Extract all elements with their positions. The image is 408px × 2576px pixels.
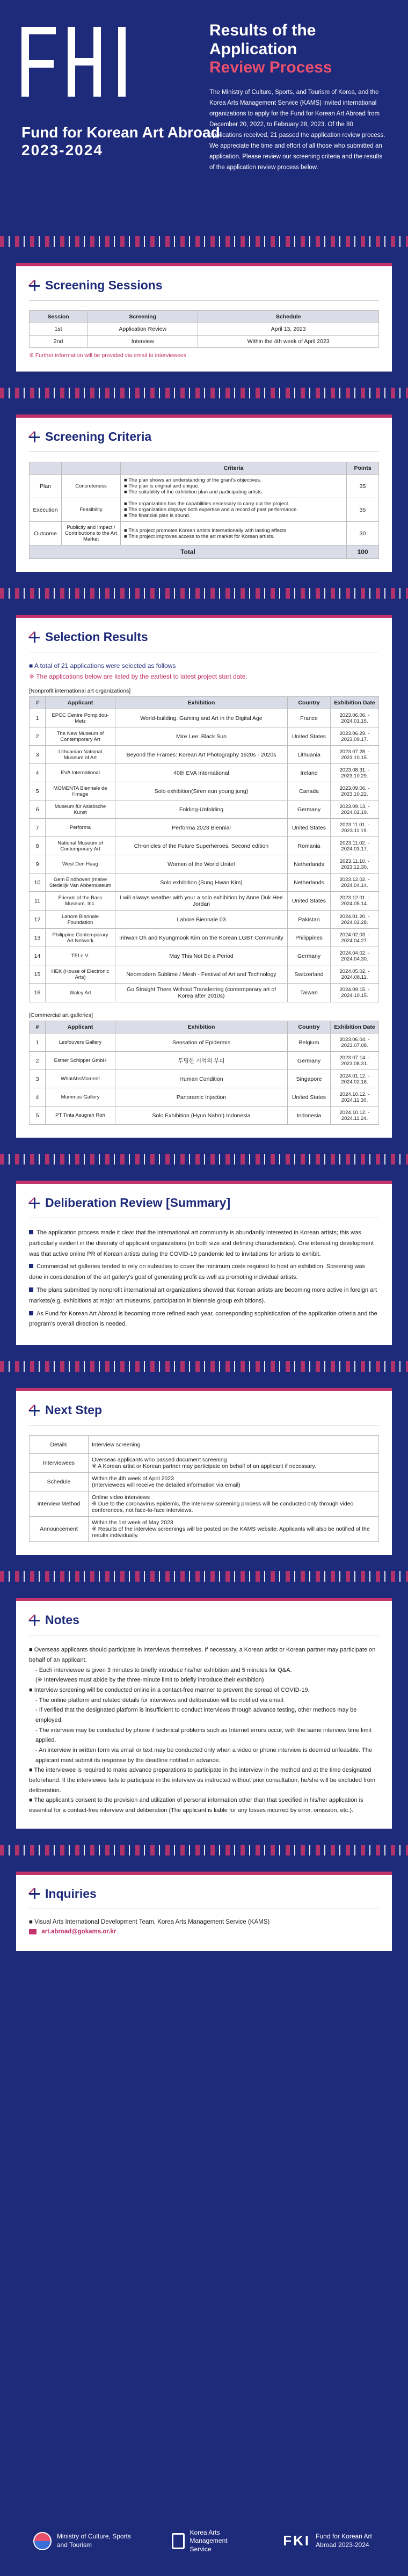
deliberation-paragraph: As Fund for Korean Art Abroad is becoming more refined each year, corresponding sophistication of the application criteria and the program's overall direction is needed. bbox=[29, 1310, 377, 1328]
table-header: Session bbox=[30, 311, 88, 323]
table-cell: Overseas applicants who passed document screening ※ A Korean artist or Korean partner may participate on behalf of an applicant if necessary. bbox=[89, 1454, 379, 1473]
table-row bbox=[30, 522, 379, 545]
cross-icon bbox=[29, 1198, 40, 1209]
table-cell: Lahore Biennale 03 bbox=[115, 911, 288, 929]
table-cell: 8 bbox=[30, 837, 46, 855]
table-row bbox=[30, 984, 379, 1002]
table-cell: PT Tinta Asugrah Roh bbox=[46, 1107, 115, 1125]
total-row: Total 100 bbox=[30, 545, 379, 559]
note-line: - Each interviewee is given 3 minutes to briefly introduce his/her exhibition and 5 minutes for Q&A. bbox=[35, 1667, 292, 1673]
section-title: Inquiries bbox=[29, 1887, 379, 1909]
table-cell: Within the 4th week of April 2023 (Interviewees will receive the detailed information via email) bbox=[89, 1473, 379, 1491]
table-row bbox=[30, 855, 379, 874]
table-cell: 5 bbox=[30, 1107, 46, 1125]
page-subtitle: Review Process bbox=[209, 59, 332, 76]
section-title: Screening Sessions bbox=[29, 278, 379, 301]
table-cell: 40th EVA International bbox=[115, 764, 288, 782]
table-cell: 투명한 기억의 부피 bbox=[115, 1052, 288, 1070]
pattern-divider bbox=[0, 1845, 408, 1855]
table-cell: Human Condition bbox=[115, 1070, 288, 1088]
table-row bbox=[30, 475, 379, 498]
pattern-divider bbox=[0, 1361, 408, 1372]
section-title: Deliberation Review [Summary] bbox=[29, 1196, 379, 1218]
table-cell: Mire Lee: Black Sun bbox=[115, 727, 288, 746]
notes-card bbox=[16, 1598, 392, 1829]
note-line: ■ The applicant's consent to the provision and utilization of personal information other than that specified in his/her application is essential for a contact-free interview and deliberation (The applicant is liable for any losses incurred by error, omission, etc.). bbox=[29, 1797, 363, 1814]
table-cell: 1 bbox=[30, 1034, 46, 1052]
table-cell: Chronicles of the Future Superheroes. Second edition bbox=[115, 837, 288, 855]
note-line: - If verified that the designated platform is insufficient to conduct interviews through advance testing, other methods may be employed. bbox=[35, 1707, 357, 1723]
table-row bbox=[30, 801, 379, 819]
table-row bbox=[30, 819, 379, 837]
table-cell: Germany bbox=[288, 801, 331, 819]
table-cell: Esther Schipper GmbH bbox=[46, 1052, 115, 1070]
table-cell: Friends of the Bass Museum, Inc. bbox=[46, 892, 115, 911]
table-cell: Indonesia bbox=[288, 1107, 331, 1125]
table-cell: 12 bbox=[30, 911, 46, 929]
deliberation-paragraph: Commercial art galleries tended to rely on subsidies to cover the minimum costs required to host an exhibition. Screening was done in consideration of the art gallery's goal of generating profit as well as promoting individual artists. bbox=[29, 1263, 366, 1281]
mail-icon bbox=[29, 1929, 37, 1934]
kams-icon bbox=[172, 2533, 185, 2549]
table-cell: Execution bbox=[30, 498, 62, 522]
kams-logo: Korea Arts Management Service bbox=[172, 2529, 249, 2554]
nonprofit-table: # Applicant Exhibition Country Exhibition Date 1 EPCC Centre Pompidou-Metz World-building. Gaming and Art in the Digital Age France 2023.06.06. - 2024.01.15. 2 The New Museum of Contemporary Art Mire Lee: Black Sun United States 2023.06.29. - 2023.09.17. 3 Lithuanian National Museum of Art Beyond the Frames: Korean Art Photography 1920s - 2020s Lithuania 2023.07.28. - 2023.10.15. 4 EVA International 40th EVA International Ireland 2023.08.31. - 2023.10.29. 5 MOMENTA Biennale de l'image Solo exhibition(Siren eun young jung) Canada 2023.09.06. - 2023.10.22. 6 Museum für Asiatische Kunst Folding-Unfolding Germany 2023.09.13. - 2024.02.19. 7 Performa Performa 2023 Biennial United States 2023.11.01. - 2023.11.19. 8 National Museum of Contemporary Art Chronicles of the Future Superheroes. Second edition Romania 2023.11.02. - 2024.03.17. 9 West Den Haag Women of the World Unite! Netherlands 2023.11.10. - 2023.12.30. 10 Gem Eindhoven (malve Stedelijk Van Abbemuseum Solo exhibition (Sung Hwan Kim) Netherlands 2023.12.02. - 2024.04.14. 11 Friends of the Bass Museum, Inc. I will always weather with your a solo exhibition by Anne Duk Hee Jordan United States 2023.12.01. - 2024.05.14. 12 Lahore Biennale Foundation Lahore Biennale 03 Pakistan 2024.01.20. - 2024.02.28. 13 Philippine Contemporary Art Network Inhwan Oh and Kyungmook Kim on the Korean LGBT Community Philippines 2024.02.03. - 2024.04.27. 14 TEI e.V. May This Not Be a Period Germany 2024.04.02. - 2024.04.30. 15 HEK (House of Electronic Arts) Neomodern Sublime / Mesh - Festival of Art and Technology Switzerland 2024.05.02. - 2024.08.11. 16 Waley Art Go Straight There Without Transferring (contemporary art of Korea after 2010s) Taiwan 2024.09.15. - 2024.10.15. bbox=[29, 696, 379, 1002]
table-cell: EPCC Centre Pompidou-Metz bbox=[46, 709, 115, 727]
table-cell: ■ The organization has the capabilities necessary to carry out the project. ■ The organization displays both expertise and a record of past performance. ■ The financial plan is sound. bbox=[121, 498, 347, 522]
pattern-divider bbox=[0, 1571, 408, 1582]
logo-letter-k bbox=[68, 27, 105, 97]
table-row bbox=[30, 874, 379, 892]
screening-sessions-card bbox=[16, 263, 392, 372]
table-cell: United States bbox=[288, 892, 331, 911]
table-cell: 2024.10.12. - 2024.11.24. bbox=[331, 1107, 379, 1125]
table-row bbox=[30, 782, 379, 801]
table-cell: World-building. Gaming and Art in the Digital Age bbox=[115, 709, 288, 727]
table-row bbox=[30, 764, 379, 782]
table-row bbox=[30, 1454, 379, 1473]
sessions-note: ※ Further information will be provided via email to interviewees bbox=[29, 352, 187, 359]
table-cell: Publicity and Impact / Contributions to the Art Market bbox=[62, 522, 121, 545]
table-cell: 2023.11.10. - 2023.12.30. bbox=[331, 855, 379, 874]
table-row bbox=[30, 1052, 379, 1070]
table-cell: 35 bbox=[347, 475, 379, 498]
table-cell: Lahore Biennale Foundation bbox=[46, 911, 115, 929]
table-cell: Germany bbox=[288, 1052, 331, 1070]
pattern-divider bbox=[0, 1154, 408, 1165]
inquiries-email[interactable]: art.abroad@gokams.or.kr bbox=[41, 1928, 116, 1935]
table-cell: 2024.05.02. - 2024.08.11. bbox=[331, 965, 379, 984]
table-row: 2nd Interview Within the 4th week of April 2023 bbox=[30, 336, 379, 348]
table-row bbox=[30, 947, 379, 965]
table-cell: Museum für Asiatische Kunst bbox=[46, 801, 115, 819]
table-cell: Panoramic Injection bbox=[115, 1088, 288, 1107]
table-row bbox=[30, 837, 379, 855]
inquiries-org: ■ Visual Arts International Development Team, Korea Arts Management Service (KAMS) bbox=[29, 1918, 270, 1925]
table-cell: 2023.11.01. - 2023.11.19. bbox=[331, 819, 379, 837]
table-cell: 5 bbox=[30, 782, 46, 801]
inquiries-email-row bbox=[29, 1929, 379, 1935]
table-cell: 2 bbox=[30, 727, 46, 746]
table-cell: 2024.01.12. - 2024.02.18. bbox=[331, 1070, 379, 1088]
table-cell: Netherlands bbox=[288, 874, 331, 892]
table-cell: 6 bbox=[30, 801, 46, 819]
table-cell: Lithuania bbox=[288, 746, 331, 764]
table-cell: Beyond the Frames: Korean Art Photography 1920s - 2020s bbox=[115, 746, 288, 764]
table-cell: 10 bbox=[30, 874, 46, 892]
table-cell: 2023.12.01. - 2024.05.14. bbox=[331, 892, 379, 911]
note-line: - An interview in written form via email or text may be conducted only when a video or phone interview is deemed unfeasible. The applicant must submit its response by the deadline notified in advance. bbox=[35, 1747, 373, 1764]
table-cell: 3 bbox=[30, 1070, 46, 1088]
fki-logo bbox=[21, 21, 150, 102]
note-line: - The interview may be conducted by phone if technical problems such as Internet errors occur, with the same interview time limit applied. bbox=[35, 1727, 371, 1744]
table-cell: 3 bbox=[30, 746, 46, 764]
table-cell: Canada bbox=[288, 782, 331, 801]
cross-icon bbox=[29, 280, 40, 291]
table-cell: Folding-Unfolding bbox=[115, 801, 288, 819]
note-line: (※ Interviewees must abide by the three-minute limit to briefly introduce their exhibition) bbox=[35, 1677, 264, 1684]
table-cell: 35 bbox=[347, 498, 379, 522]
table-cell: ■ This project promotes Korean artists internationally with lasting effects. ■ This project improves access to the art market for Korean artists. bbox=[121, 522, 347, 545]
logo-letter-f bbox=[21, 27, 56, 97]
table-cell: Concreteness bbox=[62, 475, 121, 498]
table-row bbox=[30, 1107, 379, 1125]
table-cell: Solo exhibition(Siren eun young jung) bbox=[115, 782, 288, 801]
cross-icon bbox=[29, 1405, 40, 1416]
note-line: ■ The interviewee is required to make advance preparations to participate in the interview in the method and at the time designated beforehand. If the interviewee fails to participate in the interview as instructed without prior consultation, he/she will be excluded from deliberation. bbox=[29, 1767, 376, 1794]
fki-footer-logo: FKI Fund for Korean Art Abroad 2023-2024 bbox=[283, 2533, 372, 2549]
table-cell: France bbox=[288, 709, 331, 727]
table-cell: Lesfouvers Gallery bbox=[46, 1034, 115, 1052]
table-row bbox=[30, 929, 379, 947]
section-title: Screening Criteria bbox=[29, 430, 379, 452]
table-cell: Romania bbox=[288, 837, 331, 855]
table-cell: Schedule bbox=[30, 1473, 89, 1491]
table-cell: HEK (House of Electronic Arts) bbox=[46, 965, 115, 984]
table-cell: Plan bbox=[30, 475, 62, 498]
screening-criteria-card bbox=[16, 414, 392, 572]
table-cell: Women of the World Unite! bbox=[115, 855, 288, 874]
table-cell: 13 bbox=[30, 929, 46, 947]
table-header: Schedule bbox=[198, 311, 379, 323]
pattern-divider bbox=[0, 236, 408, 247]
table-cell: I will always weather with your a solo exhibition by Anne Duk Hee Jordan bbox=[115, 892, 288, 911]
table-header: Screening bbox=[88, 311, 198, 323]
table-row: 1st Application Review April 13, 2023 bbox=[30, 323, 379, 336]
table-cell: Gem Eindhoven (malve Stedelijk Van Abbemuseum bbox=[46, 874, 115, 892]
next-step-card bbox=[16, 1388, 392, 1555]
table-cell: Outcome bbox=[30, 522, 62, 545]
table-cell: 4 bbox=[30, 764, 46, 782]
taeguk-icon bbox=[33, 2532, 52, 2550]
intro-text: The Ministry of Culture, Sports, and Tourism of Korea, and the Korea Arts Management Service (KAMS) invited international organizations to apply for the Fund for Korean Art Abroad from December 20, 2022, to February 28, 2023. Of the 80 applications received, 21 passed the application review process. We appreciate the time and effort of all those who submitted an application. Please review our screening criteria and the results of the application review process below. bbox=[209, 89, 385, 171]
logo-letter-i bbox=[118, 27, 126, 97]
table-cell: Inhwan Oh and Kyungmook Kim on the Korean LGBT Community bbox=[115, 929, 288, 947]
header-right bbox=[209, 21, 387, 173]
table-cell: 2023.09.06. - 2023.10.22. bbox=[331, 782, 379, 801]
table-cell: Mummus Gallery bbox=[46, 1088, 115, 1107]
commercial-label: [Commercial art galleries] bbox=[29, 1012, 93, 1018]
table-row bbox=[30, 892, 379, 911]
table-row bbox=[30, 1436, 379, 1454]
selection-count: ■ A total of 21 applications were selected as follows bbox=[29, 662, 176, 670]
table-cell: Go Straight There Without Transferring (contemporary art of Korea after 2010s) bbox=[115, 984, 288, 1002]
table-cell: Feasibility bbox=[62, 498, 121, 522]
pattern-divider bbox=[0, 588, 408, 599]
table-cell: 2023.12.02. - 2024.04.14. bbox=[331, 874, 379, 892]
criteria-table: Criteria Points Plan Concreteness ■ The plan shows an understanding of the grant's objectives. ■ The plan is original and unique. ■ The suitability of the exhibition plan and participating artists. 35 Execution Feasibility ■ The organization has the capabilities necessary to carry out the project. ■ The organization displays both expertise and a record of past performance. ■ The financial plan is sound. 35 Outcome Publicity and Impact / Contributions to the Art Market ■ This project promotes Korean artists internationally with lasting effects. ■ This project improves access to the art market for Korean artists. 30 Total 100 bbox=[29, 462, 379, 559]
table-cell: Taiwan bbox=[288, 984, 331, 1002]
deliberation-paragraph: The plans submitted by nonprofit international art organizations showed that Korean artists are becoming more active in foreign art markets(e.g. exhibitions at major art museums, participation in biennale group exhibitions). bbox=[29, 1286, 377, 1304]
table-cell: TEI e.V. bbox=[46, 947, 115, 965]
commercial-table: # Applicant Exhibition Country Exhibition Date 1 Lesfouvers Gallery Sensation of Epidermis Belgium 2023.06.04. - 2023.07.08. 2 Esther Schipper GmbH 투명한 기억의 부피 Germany 2023.07.14. - 2023.08.31. 3 WhatAbsMoment Human Condition Singapore 2024.01.12. - 2024.02.18. 4 Mummus Gallery Panoramic Injection United States 2024.10.12. - 2024.11.30. 5 PT Tinta Asugrah Roh Solo Exhibition (Hyun Nahm) Indonesia Indonesia 2024.10.12. - 2024.11.24. bbox=[29, 1021, 379, 1125]
table-cell: National Museum of Contemporary Art bbox=[46, 837, 115, 855]
note-line: ■ Overseas applicants should participate in interviews themselves. If necessary, a Korean artist or Korean partner may participate on behalf of an applicant. bbox=[29, 1647, 376, 1663]
table-cell: Announcement bbox=[30, 1517, 89, 1542]
inquiries-card bbox=[16, 1872, 392, 1951]
cross-icon bbox=[29, 1615, 40, 1626]
table-cell: 7 bbox=[30, 819, 46, 837]
table-cell: Performa bbox=[46, 819, 115, 837]
table-cell: 9 bbox=[30, 855, 46, 874]
next-step-table bbox=[29, 1435, 379, 1542]
table-cell: 15 bbox=[30, 965, 46, 984]
table-cell: Solo Exhibition (Hyun Nahm) Indonesia bbox=[115, 1107, 288, 1125]
table-cell: Details bbox=[30, 1436, 89, 1454]
table-cell: 2024.01.20. - 2024.02.28. bbox=[331, 911, 379, 929]
table-cell: 2023.08.31. - 2023.10.29. bbox=[331, 764, 379, 782]
fund-title: Fund for Korean Art Abroad bbox=[21, 124, 220, 141]
table-row bbox=[30, 1034, 379, 1052]
table-cell: United States bbox=[288, 819, 331, 837]
footer bbox=[0, 2506, 408, 2576]
sessions-table bbox=[29, 310, 379, 348]
table-cell: Belgium bbox=[288, 1034, 331, 1052]
table-cell: Within the 1st week of May 2023 ※ Results of the interview screenings will be posted on the KAMS website. Applicants will also be notified of the results individually. bbox=[89, 1517, 379, 1542]
table-cell: Waley Art bbox=[46, 984, 115, 1002]
table-cell: 2024.09.15. - 2024.10.15. bbox=[331, 984, 379, 1002]
table-cell: ■ The plan shows an understanding of the grant's objectives. ■ The plan is original and unique. ■ The suitability of the exhibition plan and participating artists. bbox=[121, 475, 347, 498]
table-cell: Online video interviews ※ Due to the coronavirus epidemic, the interview screening process will be conducted only through video conferences, not face-to-face interviews. bbox=[89, 1491, 379, 1517]
table-cell: 16 bbox=[30, 984, 46, 1002]
table-row bbox=[30, 709, 379, 727]
selection-order-note: ※ The applications below are listed by the earliest to latest project start date. bbox=[29, 673, 247, 680]
table-row bbox=[30, 1517, 379, 1542]
table-cell: United States bbox=[288, 1088, 331, 1107]
table-row bbox=[30, 1070, 379, 1088]
note-line: - The online platform and related details for interviews and deliberation will be notified via email. bbox=[35, 1697, 285, 1704]
table-cell: WhatAbsMoment bbox=[46, 1070, 115, 1088]
table-cell: 2024.10.12. - 2024.11.30. bbox=[331, 1088, 379, 1107]
table-cell: 2 bbox=[30, 1052, 46, 1070]
table-cell: 2023.07.28. - 2023.10.15. bbox=[331, 746, 379, 764]
section-title: Next Step bbox=[29, 1403, 379, 1425]
table-cell: Philippine Contemporary Art Network bbox=[46, 929, 115, 947]
table-cell: Interviewees bbox=[30, 1454, 89, 1473]
header bbox=[0, 0, 408, 236]
table-cell: 1 bbox=[30, 709, 46, 727]
table-cell: Neomodern Sublime / Mesh - Festival of Art and Technology bbox=[115, 965, 288, 984]
section-title: Selection Results bbox=[29, 630, 379, 652]
table-cell: West Den Haag bbox=[46, 855, 115, 874]
table-row bbox=[30, 498, 379, 522]
table-cell: Switzerland bbox=[288, 965, 331, 984]
table-cell: 11 bbox=[30, 892, 46, 911]
table-cell: Ireland bbox=[288, 764, 331, 782]
note-line: ■ Interview screening will be conducted online in a contact-free manner to prevent the spread of COVID-19. bbox=[29, 1686, 310, 1693]
table-cell: 2023.06.04. - 2023.07.08. bbox=[331, 1034, 379, 1052]
table-cell: 2024.04.02. - 2024.04.30. bbox=[331, 947, 379, 965]
nonprofit-label: [Nonprofit international art organizations] bbox=[29, 688, 131, 694]
table-cell: United States bbox=[288, 727, 331, 746]
table-cell: Solo exhibition (Sung Hwan Kim) bbox=[115, 874, 288, 892]
table-cell: MOMENTA Biennale de l'image bbox=[46, 782, 115, 801]
section-title: Notes bbox=[29, 1613, 379, 1635]
table-row bbox=[30, 1473, 379, 1491]
cross-icon bbox=[29, 432, 40, 442]
table-cell: Pakistan bbox=[288, 911, 331, 929]
table-cell: Lithuanian National Museum of Art bbox=[46, 746, 115, 764]
pattern-divider bbox=[0, 388, 408, 398]
cross-icon bbox=[29, 1888, 40, 1899]
table-cell: Germany bbox=[288, 947, 331, 965]
table-row bbox=[30, 911, 379, 929]
table-cell: 14 bbox=[30, 947, 46, 965]
table-cell: Philippines bbox=[288, 929, 331, 947]
cross-icon bbox=[29, 632, 40, 643]
table-cell: 2023.11.02. - 2024.03.17. bbox=[331, 837, 379, 855]
table-row bbox=[30, 1088, 379, 1107]
table-cell: 30 bbox=[347, 522, 379, 545]
table-cell: 2023.06.29. - 2023.09.17. bbox=[331, 727, 379, 746]
table-cell: The New Museum of Contemporary Art bbox=[46, 727, 115, 746]
table-cell: Netherlands bbox=[288, 855, 331, 874]
table-cell: EVA International bbox=[46, 764, 115, 782]
table-cell: May This Not Be a Period bbox=[115, 947, 288, 965]
table-row bbox=[30, 965, 379, 984]
table-row bbox=[30, 1491, 379, 1517]
table-cell: 2023.06.06. - 2024.01.15. bbox=[331, 709, 379, 727]
selection-results-card bbox=[16, 615, 392, 1138]
table-cell: Interview Method bbox=[30, 1491, 89, 1517]
deliberation-card bbox=[16, 1181, 392, 1345]
table-cell: Singapore bbox=[288, 1070, 331, 1088]
table-cell: Interview screening bbox=[89, 1436, 379, 1454]
table-cell: 2024.02.03. - 2024.04.27. bbox=[331, 929, 379, 947]
table-cell: Performa 2023 Biennial bbox=[115, 819, 288, 837]
deliberation-paragraph: The application process made it clear that the international art community is abundantly interested in Korean artists; this was particularly evident in the diversity of applicant organizations (in both size and defining characteristics). One interesting development was that active online PR of Korean artists during the COVID-19 pandemic led to invitations for artists to exhibit. bbox=[29, 1229, 374, 1257]
table-row bbox=[30, 727, 379, 746]
ministry-logo: Ministry of Culture, Sports and Tourism bbox=[33, 2532, 137, 2550]
fund-years: 2023-2024 bbox=[21, 141, 103, 158]
page-title: Results of the Application bbox=[209, 21, 316, 58]
table-cell: 2023.07.14. - 2023.08.31. bbox=[331, 1052, 379, 1070]
table-cell: 2023.09.13. - 2024.02.19. bbox=[331, 801, 379, 819]
table-cell: 4 bbox=[30, 1088, 46, 1107]
table-cell: Sensation of Epidermis bbox=[115, 1034, 288, 1052]
table-row bbox=[30, 746, 379, 764]
